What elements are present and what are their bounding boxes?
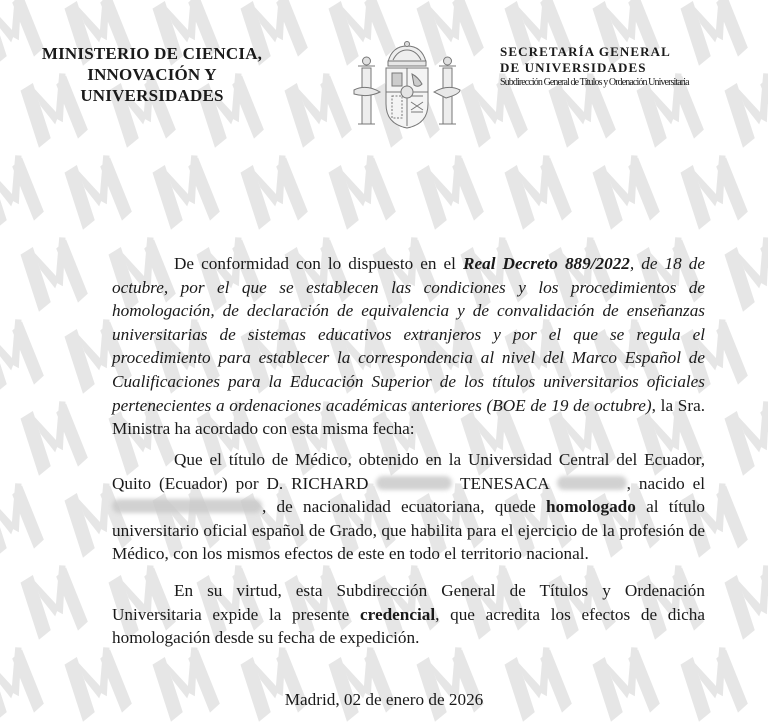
p2-part5: al título universitario oficial español de Grado, que habilita para el ejercicio de la profesión de Médico, con los mismos efectos de este en todo el territorio nacional. — [112, 497, 705, 564]
redacted-birth-date — [112, 499, 262, 513]
secretariat-heading — [500, 44, 760, 90]
decree-description: , de 18 de octubre, por el que se establecen las condiciones y los procedimientos de homologación, de declaración de equivalencia y de convalidación de enseñanzas universitarias de sistemas educativos extranjeros y por el que se regula el procedimiento para establecer la correspondencia al nivel del Marco Español de Cualificaciones para la Educación Superior de los títulos universitarios oficiales pertenecientes a ordenaciones académicas anteriores (BOE de 19 de octubre) — [112, 254, 705, 415]
secretariat-line-2: DE UNIVERSIDADES — [500, 60, 647, 75]
ministry-heading — [36, 43, 268, 106]
issue-date-line: Madrid, 02 de enero de 2026 — [284, 690, 484, 709]
paragraph-resolution — [112, 448, 705, 566]
ministry-line-1: MINISTERIO DE CIENCIA, — [41, 44, 263, 63]
p2-part1: Que el título de Médico, obtenido en la Universidad Central del Ecuador, Quito (Ecuador) por D. RICHARD — [112, 450, 705, 493]
p3-part2: , que acredita los efectos de dicha homologación desde su fecha de expedición. — [112, 604, 705, 648]
redacted-second-surname — [557, 476, 627, 490]
p1-lead: De conformidad con lo dispuesto en el — [174, 254, 464, 273]
credencial-emphasis: credencial — [360, 604, 436, 624]
p2-part2: TENESACA — [452, 473, 557, 493]
ministry-line-3: UNIVERSIDADES — [80, 86, 224, 105]
p2-part4: , de nacionalidad ecuatoriana, quede — [262, 497, 547, 517]
redacted-surname — [376, 476, 452, 490]
secretariat-line-1: SECRETARÍA GENERAL — [500, 44, 671, 59]
paragraph-legal-basis — [112, 252, 705, 441]
p1-tail: , la Sra. Ministra ha acordado con esta misma fecha: — [112, 395, 705, 439]
p2-part3: , nacido el — [626, 473, 705, 493]
decree-reference: Real Decreto 889/2022 — [463, 254, 630, 273]
homologado-emphasis: homologado — [546, 497, 636, 517]
spain-coat-of-arms-icon — [348, 40, 466, 132]
paragraph-issuance — [112, 579, 705, 650]
p3-part1: En su virtud, esta Subdirección General de Títulos y Ordenación Universitaria expide la presente — [112, 581, 705, 624]
subdirectorate-line: Subdirección General de Títulos y Ordenación Universitaria — [500, 77, 689, 88]
ministry-line-2: INNOVACIÓN Y — [87, 65, 217, 84]
